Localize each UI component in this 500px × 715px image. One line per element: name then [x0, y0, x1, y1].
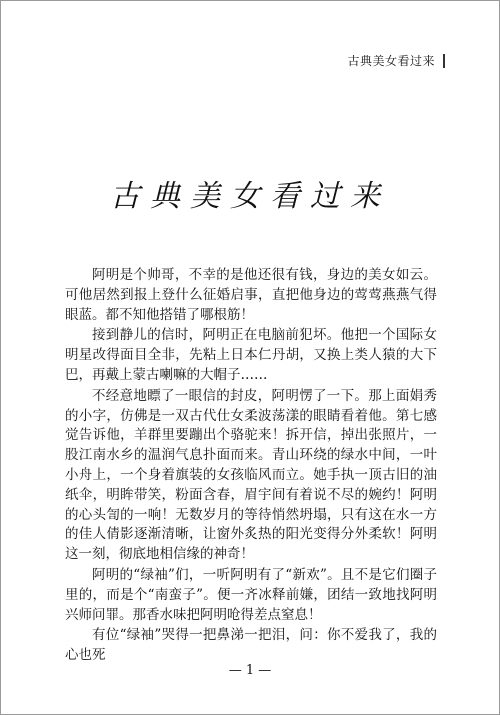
running-header: 古典美女看过来: [347, 54, 445, 68]
chapter-title: 古典美女看过来: [110, 179, 390, 214]
paragraph: 不经意地瞟了一眼信的封皮，阿明愣了一下。那上面娟秀的小字，仿佛是一双古代仕女柔波荡漾的眼睛看着他。第七感觉告诉他，羊群里要蹦出个骆驼来！拆开信，掉出张照片，一股江南水乡的温润气息扑面而来。青山环绕的绿水中间，一叶小舟上，一个身着旗装的女孩临风而立。她手执一顶古旧的油纸伞，明眸带笑，粉面含春，眉宇间有着说不尽的婉约！阿明的心头訇的一响！无数岁月的等待悄然坍塌，只有这在水一方的佳人倩影逐渐清晰，让窗外炙热的阳光变得分外柔软！阿明这一刻，彻底地相信缘的神奇！: [65, 387, 437, 563]
page-number: — 1 —: [228, 663, 272, 678]
body-text: [65, 266, 437, 667]
paragraph: 接到静儿的信时，阿明正在电脑前犯坏。他把一个国际女明星改得面目全非，先粘上日本仁丹胡，又换上类人猿的大下巴，再戴上蒙古喇嘛的大帽子……: [65, 327, 437, 383]
paragraph: 阿明的“绿袖”们，一听阿明有了“新欢”。且不是它们圈子里的，而是个“南蛮子”。便一齐冰释前嫌，团结一致地找阿明兴师问罪。那香水味把阿明呛得差点窒息！: [65, 566, 437, 623]
paragraph: 有位“绿袖”哭得一把鼻涕一把泪，问：你不爱我了，我的心也死: [65, 627, 437, 664]
paragraph: 阿明是个帅哥，不幸的是他还很有钱，身边的美女如云。可他居然到报上登什么征婚启事，直把他身边的莺莺燕燕气得眼蓝。都不知他搭错了哪根筋！: [65, 267, 437, 323]
